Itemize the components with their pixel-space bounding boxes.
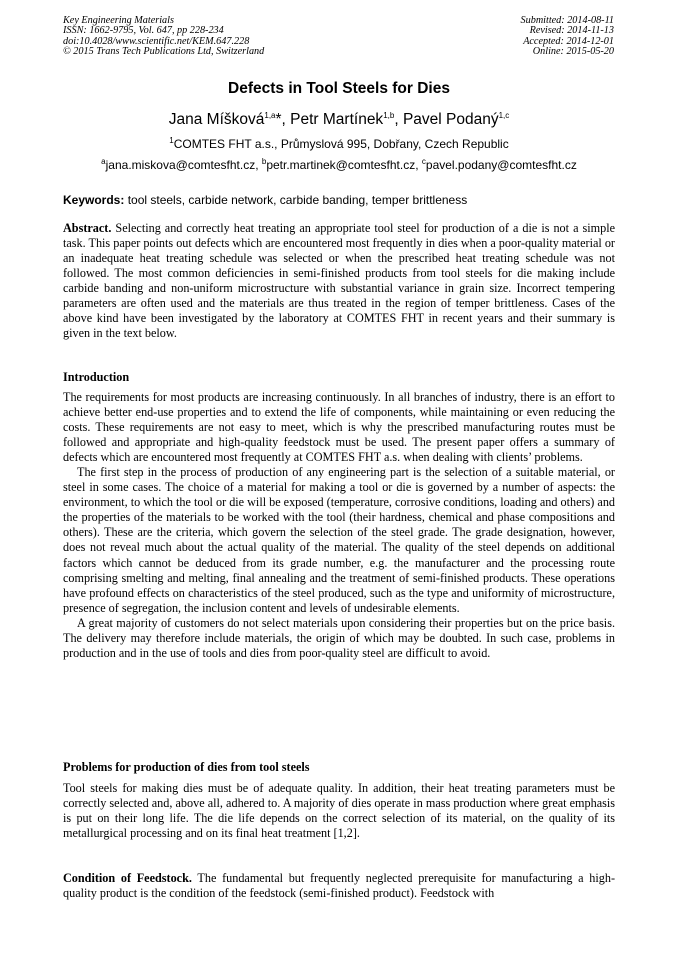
author-separator: *, [275, 111, 291, 129]
author-name: Petr Martínek [290, 111, 384, 129]
email-mark: c [421, 157, 426, 166]
condition-text: The fundamental but frequently neglected prerequisite for manufacturing a high-quality product is the condition of the feedstock (semi-finished product). Feedstock with [63, 871, 615, 901]
introduction-heading: Introduction [63, 370, 130, 384]
email-address: petr.martinek@comtesfht.cz, [266, 158, 422, 172]
condition-label: Condition of Feedstock. [63, 871, 192, 885]
paragraph: Tool steels for making dies must be of adequate quality. In addition, their heat treating parameters must be correctly selected and, above all, adhered to. A majority of dies operate in mass production where great emphasis is put on their long life. The die life depends on the correct selection of its material, on the quality of its metallurgical processing and on its final heat treatment [1,2]. [63, 781, 615, 841]
author-affil-mark: 1,c [498, 111, 510, 120]
condition-body [63, 871, 615, 901]
paper-title: Defects in Tool Steels for Dies [228, 80, 450, 97]
author-name: Jana Míšková [168, 111, 265, 129]
doi-line: doi:10.4028/www.scientific.net/KEM.647.228 [63, 35, 250, 47]
author-separator: , [394, 111, 403, 129]
problems-body [63, 781, 615, 841]
paragraph: A great majority of customers do not select materials upon considering their properties but on the price basis. The delivery may therefore include materials, the origin of which may be doubted. In such case, problems in production and in the use of tools and dies from poor-quality steel are difficult to avoid. [63, 615, 615, 660]
abstract-label: Abstract. [63, 221, 112, 235]
paragraph: The requirements for most products are increasing continuously. In all branches of industry, there is an effort to achieve better end-use properties and to extend the life of components, while maintaining or even reducing the costs. These requirements are not easy to meet, which is why the prescribed manufacturing routes must be followed and appropriate and high-quality feedstock must be used. The present paper offers a summary of defects which are encountered most frequently at COMTES FHT a.s. when dealing with clients’ problems. [63, 390, 615, 465]
online-date: Online: 2015-05-20 [532, 46, 614, 58]
accepted-date: Accepted: 2014-12-01 [523, 35, 614, 47]
abstract-text: Selecting and correctly heat treating an appropriate tool steel for production of a die is not a simple task. This paper points out defects which are encountered most frequently in dies when a poor-quality material or an inadequate heat treating schedule was selected or when the prescribed heat treating schedule was not followed. The most common deficiencies in semi-finished products from tool steels for die making include carbide banding and non-uniform microstructure with substantial variance in grain size. Incorrect tempering parameters are often used and the materials are thus treated in the region of temper brittleness. Cases of the above kind have been investigated by the laboratory at COMTES FHT in recent years and their summary is given in the text below. [63, 221, 615, 341]
author-affil-mark: 1,b [383, 111, 395, 120]
keywords-label: Keywords: [63, 193, 125, 207]
author-affil-mark: 1,a [264, 111, 276, 120]
abstract [63, 221, 615, 341]
journal-name: Key Engineering Materials [63, 15, 174, 26]
affiliation [0, 136, 678, 151]
email-list [0, 157, 678, 172]
author-name: Pavel Podaný [402, 111, 499, 129]
email-address: pavel.podany@comtesfht.cz [425, 158, 577, 172]
introduction-body [63, 390, 615, 661]
dates-info [521, 16, 614, 58]
journal-info [63, 16, 264, 58]
keywords-text: tool steels, carbide network, carbide banding, temper brittleness [124, 193, 468, 207]
problems-heading: Problems for production of dies from tool steels [63, 760, 310, 774]
paragraph: The first step in the process of production of any engineering part is the selection of a suitable material, or steel in some cases. The choice of a material for making a tool or die is governed by a number of aspects: the environment, to which the tool or die will be exposed (temperature, corrosive conditions, loading and others) and the properties of the materials to be worked with the tool (their hardness, chemical and phase compositions and others). These are the criteria, which govern the selection of the steel grade. The grade designation, however, does not reveal much about the actual quality of the material. The quality of the steel depends on additional factors which cannot be deduced from its grade number, e.g. the manufacturer and the processing route comprising smelting and melting, final annealing and the treatment of semi-finished products. These operations have profound effects on characteristics of the steel produced, such as the type and uniformity of microstructure, presence of segregation, the inclusion content and levels of undesirable elements. [63, 465, 616, 615]
copyright-line: © 2015 Trans Tech Publications Ltd, Switzerland [63, 46, 265, 58]
affiliation-mark: 1 [169, 136, 174, 145]
affiliation-text: COMTES FHT a.s., Průmyslová 995, Dobřany, Czech Republic [173, 137, 509, 151]
author-list [0, 111, 678, 129]
submitted-date: Submitted: 2014-08-11 [520, 15, 614, 26]
issn-line: ISSN: 1662-9795, Vol. 647, pp 228-234 [63, 25, 224, 37]
email-address: jana.miskova@comtesfht.cz, [105, 158, 262, 172]
email-mark: a [101, 157, 106, 166]
keywords [63, 193, 615, 207]
email-mark: b [261, 157, 267, 166]
revised-date: Revised: 2014-11-13 [529, 25, 614, 37]
